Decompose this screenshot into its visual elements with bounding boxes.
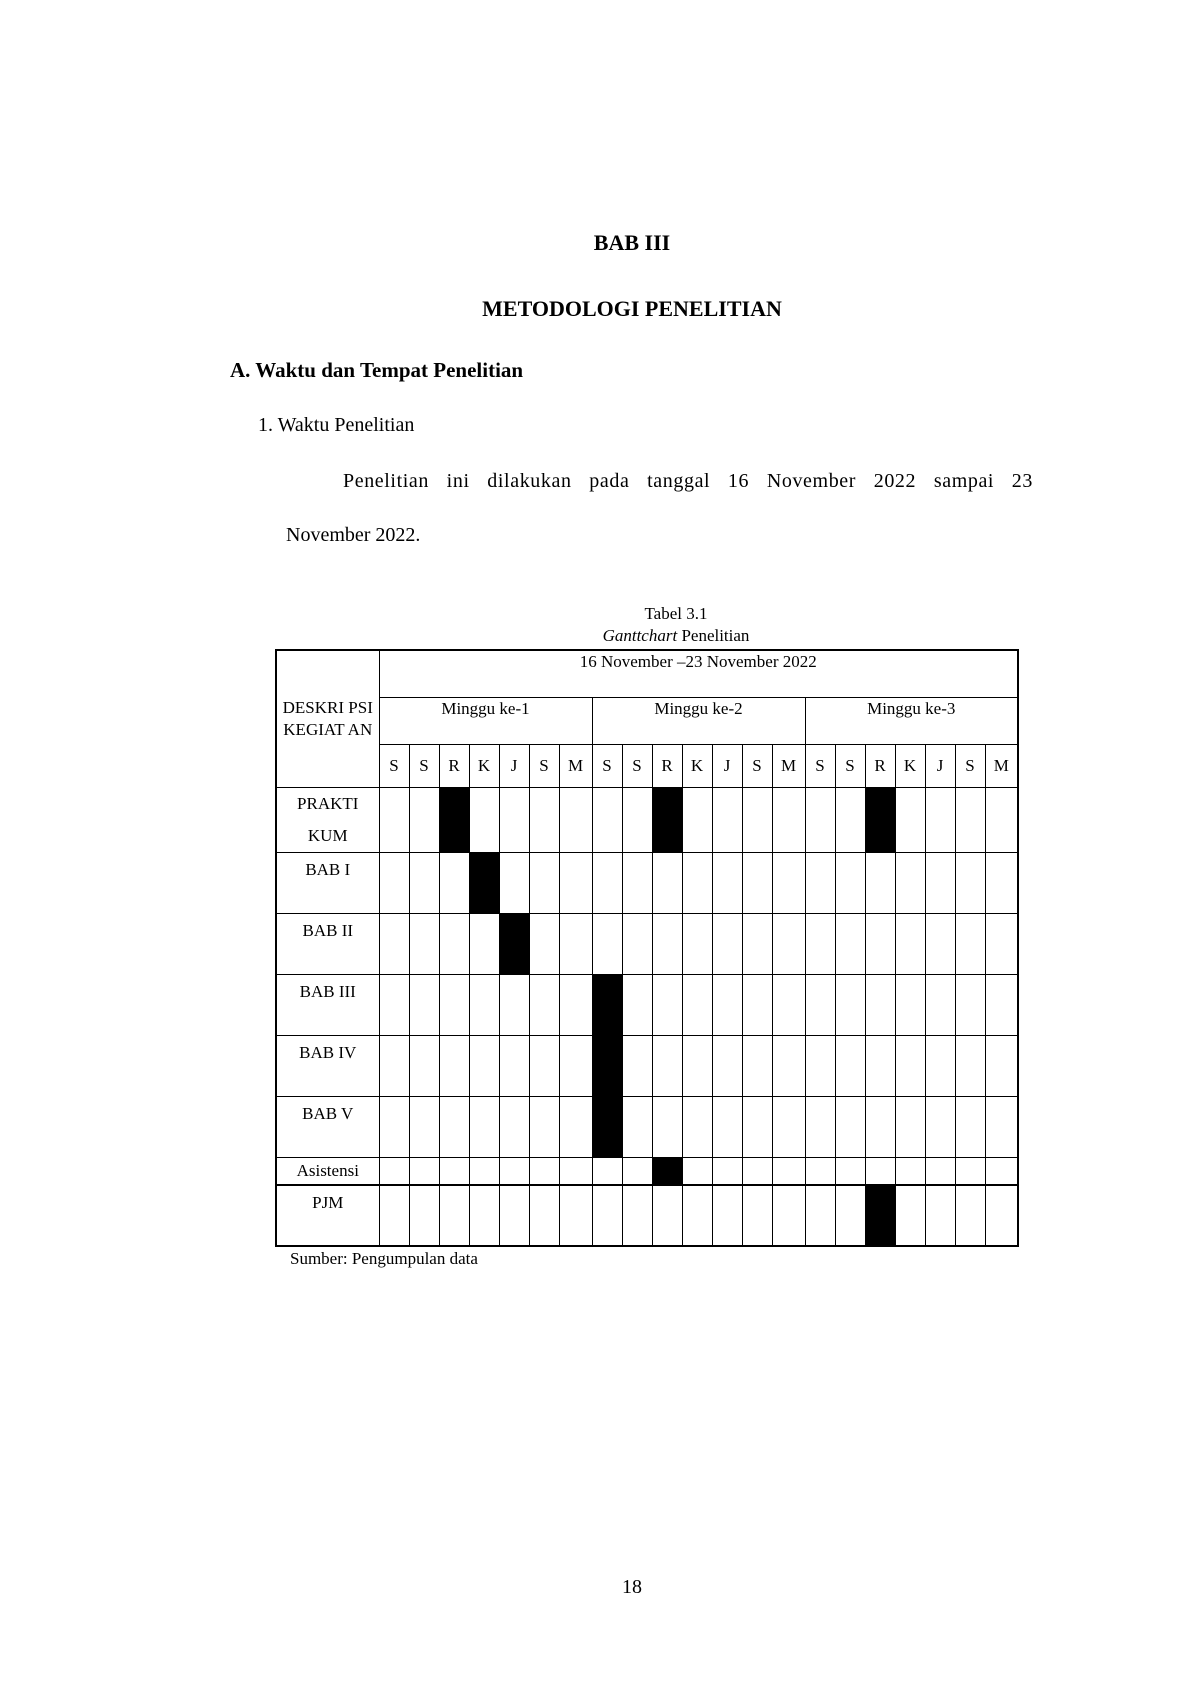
gantt-cell xyxy=(955,1185,985,1246)
gantt-cell xyxy=(622,1185,652,1246)
gantt-cell xyxy=(652,974,682,1035)
gantt-cell xyxy=(712,1096,742,1157)
gantt-cell xyxy=(925,852,955,913)
gantt-cell xyxy=(865,1096,895,1157)
day-header: K xyxy=(469,744,499,787)
day-header: M xyxy=(772,744,805,787)
gantt-cell xyxy=(805,787,835,852)
gantt-cell xyxy=(409,974,439,1035)
gantt-cell xyxy=(742,852,772,913)
gantt-cell xyxy=(712,1185,742,1246)
gantt-cell xyxy=(439,1096,469,1157)
gantt-cell xyxy=(409,1157,439,1185)
day-header: S xyxy=(379,744,409,787)
table-caption-number: Tabel 3.1 xyxy=(644,604,708,623)
gantt-cell xyxy=(409,1185,439,1246)
activity-label: BAB V xyxy=(276,1096,379,1157)
gantt-cell xyxy=(895,1035,925,1096)
gantt-cell xyxy=(925,1185,955,1246)
gantt-cell xyxy=(592,1185,622,1246)
activity-label: BAB I xyxy=(276,852,379,913)
gantt-cell xyxy=(955,1096,985,1157)
gantt-cell xyxy=(529,913,559,974)
activity-label: BAB II xyxy=(276,913,379,974)
table-source: Sumber: Pengumpulan data xyxy=(290,1249,478,1268)
gantt-cell xyxy=(622,852,652,913)
gantt-cell-filled xyxy=(652,787,682,852)
gantt-cell xyxy=(622,974,652,1035)
day-header: S xyxy=(622,744,652,787)
gantt-cell xyxy=(985,787,1018,852)
gantt-cell xyxy=(835,1185,865,1246)
gantt-cell xyxy=(772,1096,805,1157)
gantt-cell xyxy=(712,1157,742,1185)
day-header: R xyxy=(652,744,682,787)
gantt-cell xyxy=(439,913,469,974)
activity-row xyxy=(276,1157,1018,1185)
day-header: K xyxy=(895,744,925,787)
activity-label: BAB IV xyxy=(276,1035,379,1096)
activity-row xyxy=(276,974,1018,1035)
gantt-cell xyxy=(682,1096,712,1157)
day-header: J xyxy=(925,744,955,787)
gantt-cell xyxy=(559,1096,592,1157)
gantt-cell xyxy=(925,1096,955,1157)
day-header: S xyxy=(529,744,559,787)
day-header: S xyxy=(742,744,772,787)
gantt-cell xyxy=(682,1157,712,1185)
gantt-cell xyxy=(499,1157,529,1185)
day-header: J xyxy=(499,744,529,787)
gantt-cell xyxy=(742,913,772,974)
gantt-cell xyxy=(742,1185,772,1246)
gantt-cell xyxy=(409,1096,439,1157)
gantt-cell xyxy=(529,1096,559,1157)
gantt-cell xyxy=(379,974,409,1035)
gantt-cell xyxy=(772,1157,805,1185)
gantt-cell xyxy=(895,852,925,913)
week-1-header: Minggu ke-1 xyxy=(379,697,592,744)
gantt-cell xyxy=(439,974,469,1035)
gantt-cell xyxy=(712,974,742,1035)
gantt-cell xyxy=(499,787,529,852)
gantt-cell xyxy=(772,1035,805,1096)
paragraph-line-2: November 2022. xyxy=(286,524,421,546)
gantt-cell xyxy=(652,1096,682,1157)
period-header: 16 November –23 November 2022 xyxy=(379,650,1018,697)
gantt-cell xyxy=(805,1096,835,1157)
gantt-cell xyxy=(925,1157,955,1185)
gantt-cell xyxy=(772,974,805,1035)
gantt-cell xyxy=(469,1035,499,1096)
gantt-cell xyxy=(469,1157,499,1185)
gantt-cell xyxy=(409,913,439,974)
gantt-cell xyxy=(955,852,985,913)
gantt-cell-filled xyxy=(469,852,499,913)
gantt-cell xyxy=(925,913,955,974)
gantt-cell xyxy=(925,974,955,1035)
gantt-cell-filled xyxy=(499,913,529,974)
gantt-cell xyxy=(652,913,682,974)
gantt-cell xyxy=(955,1035,985,1096)
gantt-cell xyxy=(772,913,805,974)
gantt-cell xyxy=(772,787,805,852)
chapter-heading: BAB III xyxy=(593,230,671,255)
day-header: S xyxy=(835,744,865,787)
gantt-cell xyxy=(409,852,439,913)
gantt-cell xyxy=(835,913,865,974)
gantt-cell xyxy=(529,1185,559,1246)
activity-row xyxy=(276,787,1018,852)
gantt-cell xyxy=(499,1096,529,1157)
day-header: K xyxy=(682,744,712,787)
gantt-cell xyxy=(529,974,559,1035)
gantt-cell xyxy=(835,1157,865,1185)
gantt-cell xyxy=(499,1185,529,1246)
gantt-cell xyxy=(409,787,439,852)
table-caption-title xyxy=(0,626,1200,646)
gantt-cell xyxy=(622,913,652,974)
gantt-cell xyxy=(835,787,865,852)
gantt-cell xyxy=(379,1035,409,1096)
gantt-cell-filled xyxy=(592,974,622,1035)
paragraph-line-1: Penelitian ini dilakukan pada tanggal 16 November 2022 sampai 23 xyxy=(343,470,1033,492)
gantt-cell xyxy=(652,1035,682,1096)
gantt-cell xyxy=(379,913,409,974)
gantt-cell xyxy=(712,852,742,913)
gantt-cell xyxy=(622,1096,652,1157)
gantt-cell xyxy=(985,913,1018,974)
gantt-cell xyxy=(379,1157,409,1185)
gantt-cell xyxy=(592,787,622,852)
gantt-cell xyxy=(865,974,895,1035)
gantt-cell xyxy=(682,974,712,1035)
gantt-cell xyxy=(742,1035,772,1096)
gantt-cell xyxy=(772,1185,805,1246)
table-caption-italic: Ganttchart xyxy=(602,626,678,645)
gantt-cell xyxy=(955,787,985,852)
gantt-cell xyxy=(529,852,559,913)
activity-row xyxy=(276,913,1018,974)
gantt-cell xyxy=(559,1035,592,1096)
day-header: R xyxy=(439,744,469,787)
gantt-cell-filled xyxy=(652,1157,682,1185)
gantt-cell xyxy=(559,974,592,1035)
gantt-cell xyxy=(772,852,805,913)
gantt-cell xyxy=(592,852,622,913)
gantt-cell xyxy=(895,1157,925,1185)
gantt-cell xyxy=(985,1096,1018,1157)
gantt-cell xyxy=(895,787,925,852)
gantt-cell xyxy=(805,974,835,1035)
gantt-cell xyxy=(925,787,955,852)
gantt-cell xyxy=(529,1157,559,1185)
gantt-cell xyxy=(559,913,592,974)
gantt-cell xyxy=(805,913,835,974)
gantt-cell xyxy=(835,1035,865,1096)
gantt-cell xyxy=(652,852,682,913)
day-header: S xyxy=(592,744,622,787)
gantt-cell xyxy=(865,1157,895,1185)
gantt-cell xyxy=(439,1157,469,1185)
gantt-cell xyxy=(985,974,1018,1035)
gantt-cell xyxy=(805,1185,835,1246)
gantt-cell xyxy=(895,974,925,1035)
gantt-cell xyxy=(409,1035,439,1096)
activity-label: Asistensi xyxy=(276,1157,379,1185)
gantt-cell-filled xyxy=(865,1185,895,1246)
gantt-cell xyxy=(805,1157,835,1185)
gantt-cell xyxy=(985,1157,1018,1185)
gantt-cell xyxy=(865,913,895,974)
day-header: S xyxy=(805,744,835,787)
gantt-cell xyxy=(469,787,499,852)
gantt-cell xyxy=(805,852,835,913)
gantt-cell xyxy=(835,974,865,1035)
gantt-cell xyxy=(712,787,742,852)
activity-row xyxy=(276,852,1018,913)
activity-label: PJM xyxy=(276,1185,379,1246)
gantt-cell xyxy=(469,1185,499,1246)
gantt-cell xyxy=(379,1185,409,1246)
gantt-cell xyxy=(439,1185,469,1246)
activity-row xyxy=(276,1035,1018,1096)
gantt-cell-filled xyxy=(439,787,469,852)
gantt-cell xyxy=(439,852,469,913)
gantt-cell xyxy=(712,1035,742,1096)
gantt-cell xyxy=(985,852,1018,913)
activity-row xyxy=(276,1096,1018,1157)
section-heading: A. Waktu dan Tempat Penelitian xyxy=(230,358,524,382)
page-number: 18 xyxy=(622,1576,642,1598)
gantt-cell xyxy=(469,913,499,974)
gantt-cell xyxy=(499,852,529,913)
gantt-cell xyxy=(559,1157,592,1185)
table-caption-rest: Penelitian xyxy=(677,626,750,645)
gantt-cell xyxy=(895,913,925,974)
day-header: M xyxy=(559,744,592,787)
gantt-cell xyxy=(682,1035,712,1096)
gantt-cell xyxy=(985,1185,1018,1246)
day-header: S xyxy=(409,744,439,787)
gantt-cell xyxy=(559,1185,592,1246)
subsection-heading: 1. Waktu Penelitian xyxy=(258,414,415,436)
day-header: S xyxy=(955,744,985,787)
gantt-cell xyxy=(529,787,559,852)
activity-label: PRAKTI KUM xyxy=(276,787,379,852)
gantt-cell xyxy=(682,787,712,852)
gantt-cell-filled xyxy=(865,787,895,852)
gantt-cell xyxy=(592,913,622,974)
gantt-cell xyxy=(622,787,652,852)
gantt-cell xyxy=(955,974,985,1035)
gantt-cell xyxy=(835,852,865,913)
gantt-cell xyxy=(895,1185,925,1246)
gantt-cell xyxy=(682,852,712,913)
day-header: J xyxy=(712,744,742,787)
gantt-cell xyxy=(499,1035,529,1096)
gantt-cell xyxy=(469,974,499,1035)
gantt-cell xyxy=(379,1096,409,1157)
gantt-cell xyxy=(712,913,742,974)
gantt-cell xyxy=(742,1096,772,1157)
gantt-cell xyxy=(835,1096,865,1157)
gantt-cell xyxy=(805,1035,835,1096)
gantt-cell xyxy=(529,1035,559,1096)
gantt-cell xyxy=(742,787,772,852)
gantt-cell xyxy=(559,852,592,913)
gantt-cell xyxy=(742,1157,772,1185)
gantt-cell xyxy=(742,974,772,1035)
gantt-cell xyxy=(439,1035,469,1096)
day-header: M xyxy=(985,744,1018,787)
activity-label: BAB III xyxy=(276,974,379,1035)
gantt-cell xyxy=(955,913,985,974)
gantt-cell xyxy=(985,1035,1018,1096)
gantt-cell-filled xyxy=(592,1096,622,1157)
week-2-header: Minggu ke-2 xyxy=(592,697,805,744)
chapter-title: METODOLOGI PENELITIAN xyxy=(482,296,782,321)
gantt-cell xyxy=(925,1035,955,1096)
gantt-cell xyxy=(682,1185,712,1246)
gantt-cell xyxy=(895,1096,925,1157)
gantt-cell xyxy=(682,913,712,974)
gantt-table xyxy=(275,649,1019,1247)
gantt-cell xyxy=(379,787,409,852)
activity-row xyxy=(276,1185,1018,1246)
gantt-cell xyxy=(622,1035,652,1096)
gantt-cell xyxy=(622,1157,652,1185)
gantt-cell xyxy=(379,852,409,913)
gantt-cell xyxy=(865,852,895,913)
gantt-cell xyxy=(955,1157,985,1185)
gantt-cell-filled xyxy=(592,1035,622,1096)
gantt-cell xyxy=(559,787,592,852)
description-header: DESKRI PSI KEGIAT AN xyxy=(276,650,379,787)
gantt-cell xyxy=(469,1096,499,1157)
gantt-cell xyxy=(592,1157,622,1185)
gantt-cell xyxy=(499,974,529,1035)
week-3-header: Minggu ke-3 xyxy=(805,697,1018,744)
day-header: R xyxy=(865,744,895,787)
gantt-cell xyxy=(652,1185,682,1246)
gantt-cell xyxy=(865,1035,895,1096)
